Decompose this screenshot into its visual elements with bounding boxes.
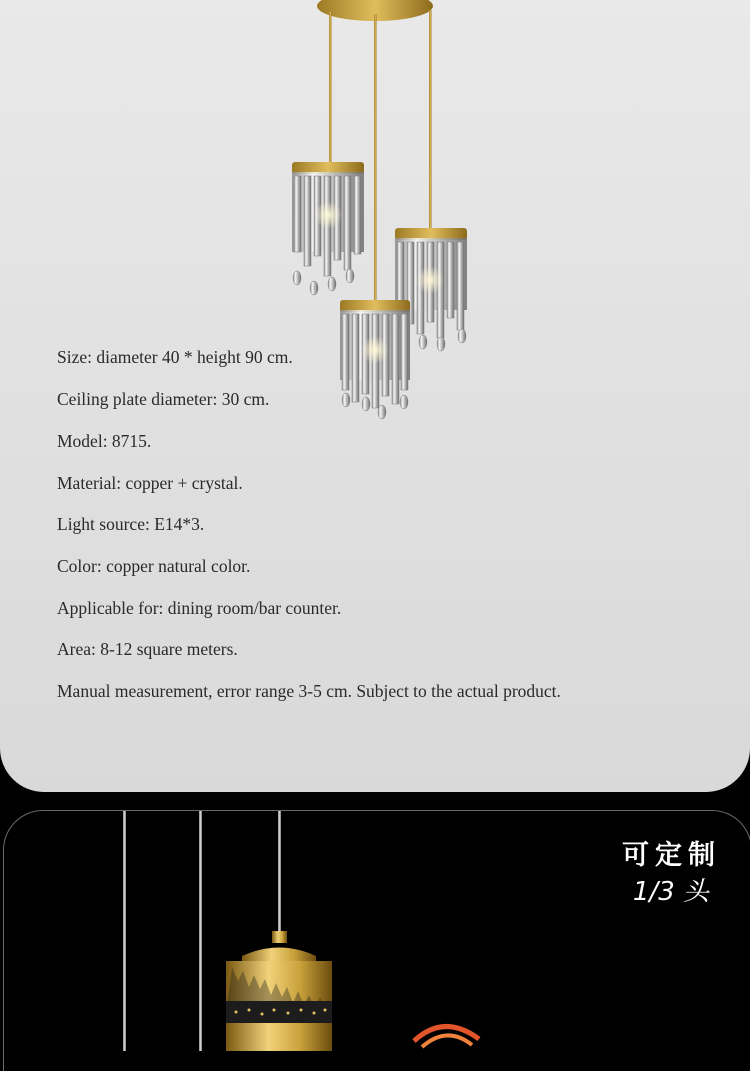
spec-ceiling-plate: Ceiling plate diameter: 30 cm. — [57, 389, 270, 409]
crystal-pendant-lamp-image — [270, 0, 490, 430]
head-count-label: 1/3 头 — [632, 877, 709, 907]
customizable-label: 可定制 — [622, 840, 721, 871]
spec-material: Material: copper + crystal. — [57, 473, 243, 493]
spec-color: Color: copper natural color. — [57, 556, 251, 576]
spec-measurement-note: Manual measurement, error range 3-5 cm. Subject to the actual product. — [57, 681, 561, 701]
spec-area: Area: 8-12 square meters. — [57, 639, 238, 659]
spec-applicable-for: Applicable for: dining room/bar counter. — [57, 598, 342, 618]
spec-light-source: Light source: E14*3. — [57, 514, 205, 534]
spec-model: Model: 8715. — [57, 431, 152, 451]
product-photo-card — [3, 810, 750, 1071]
spec-size: Size: diameter 40 * height 90 cm. — [57, 347, 293, 367]
